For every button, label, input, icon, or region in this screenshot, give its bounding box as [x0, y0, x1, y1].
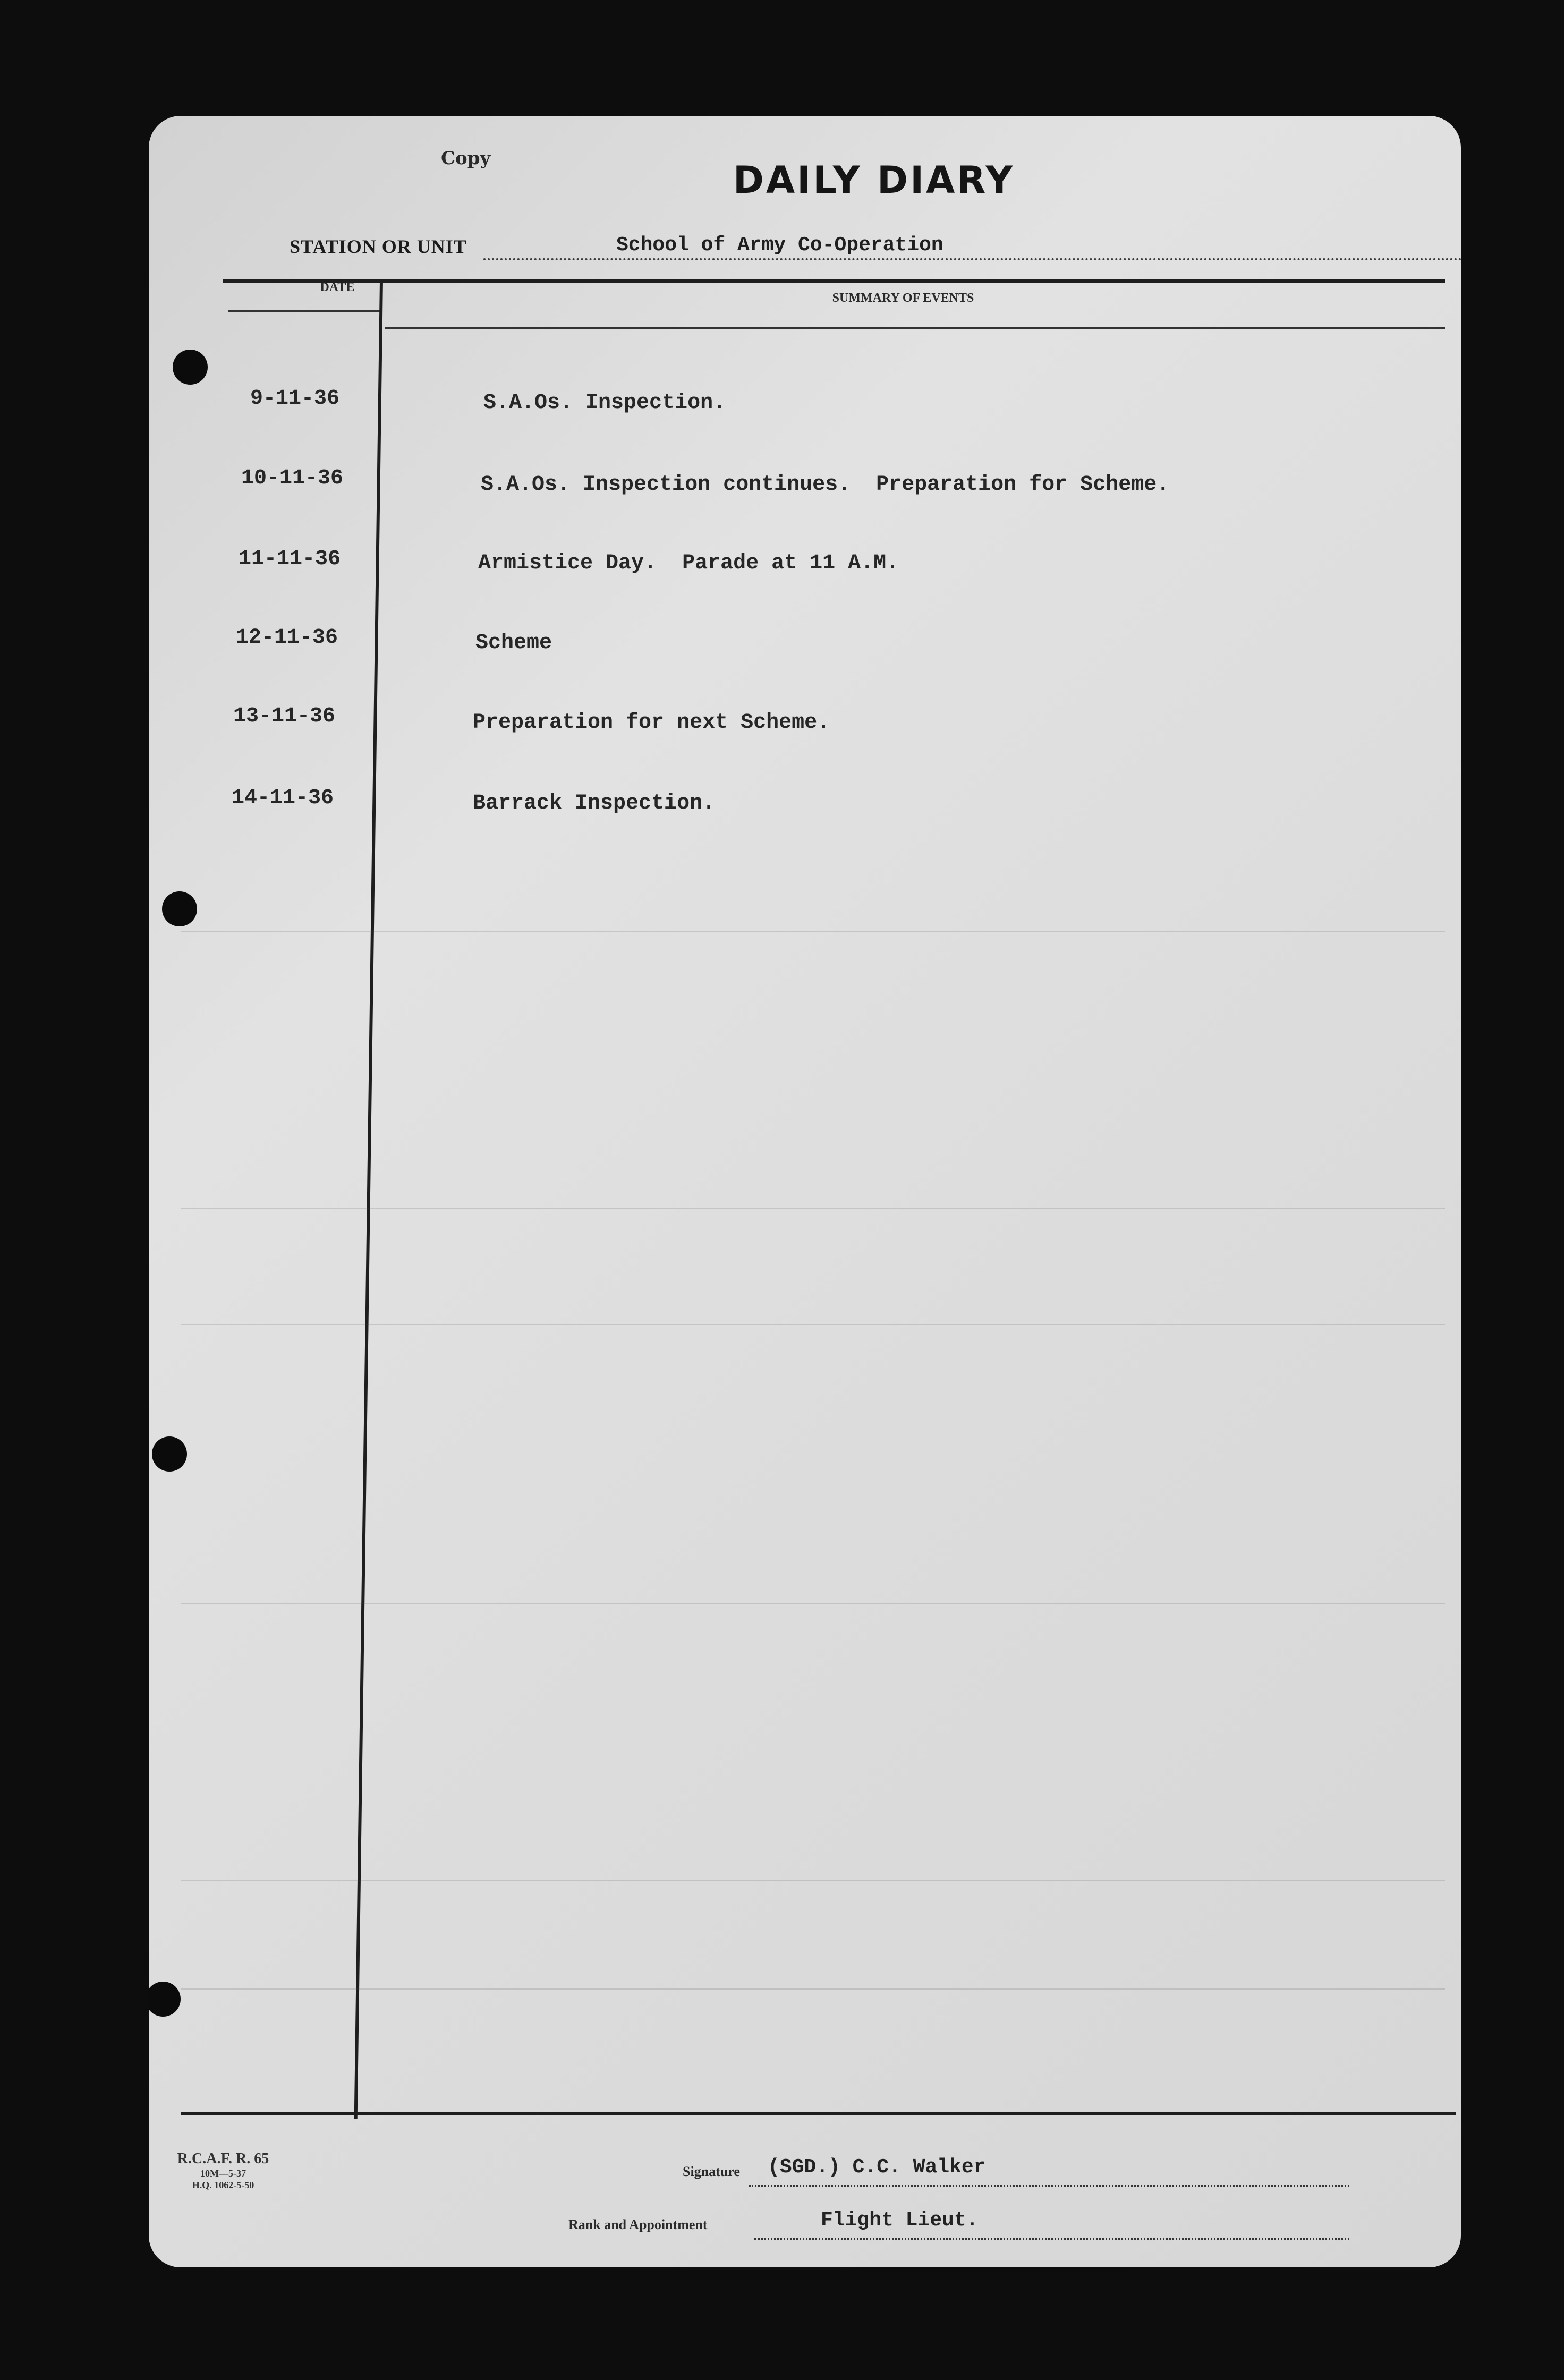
rank-value: Flight Lieut.: [821, 2209, 979, 2232]
rank-dotted-line: [754, 2238, 1349, 2240]
faint-rule: [181, 1880, 1445, 1881]
signature-label: Signature: [683, 2164, 740, 2179]
punch-hole: [152, 1436, 187, 1472]
entry-text: Preparation for next Scheme.: [473, 711, 830, 735]
column-divider: [354, 280, 383, 2119]
signature-dotted-line: [749, 2185, 1349, 2187]
form-line-2: 10M—5-37: [200, 2168, 246, 2179]
date-header-rule: [228, 310, 382, 312]
entry-date: 10-11-36: [241, 466, 344, 490]
summary-header-rule: [385, 327, 1445, 329]
faint-rule: [181, 1603, 1445, 1604]
faint-rule: [181, 1208, 1445, 1209]
entry-date: 14-11-36: [231, 786, 334, 810]
punch-hole: [162, 891, 197, 926]
entry-date: 9-11-36: [250, 387, 340, 411]
footer-rule: [181, 2112, 1456, 2115]
faint-rule: [181, 1988, 1445, 1990]
entry-date: 11-11-36: [238, 547, 341, 571]
station-value: School of Army Co-Operation: [616, 234, 944, 257]
copy-mark: Copy: [441, 148, 491, 169]
page-title: DAILY DIARY: [733, 158, 1015, 202]
diary-sheet: [149, 116, 1461, 2267]
faint-rule: [181, 931, 1445, 932]
signature-value: (SGD.) C.C. Walker: [768, 2156, 986, 2179]
form-id: R.C.A.F. R. 65: [177, 2150, 269, 2167]
entry-date: 12-11-36: [235, 626, 338, 650]
punch-hole: [149, 1982, 181, 2017]
entry-text: S.A.Os. Inspection.: [483, 391, 726, 415]
entry-text: S.A.Os. Inspection continues. Preparation for Scheme.: [481, 473, 1170, 497]
entry-text: Armistice Day. Parade at 11 A.M.: [478, 551, 899, 575]
entry-date: 13-11-36: [233, 704, 336, 728]
form-id-block: [175, 2150, 271, 2191]
faint-rule: [181, 1324, 1445, 1325]
form-line-3: H.Q. 1062-5-50: [192, 2180, 254, 2190]
entry-text: Barrack Inspection.: [473, 792, 716, 815]
punch-hole: [173, 350, 208, 385]
summary-column-header: SUMMARY OF EVENTS: [832, 291, 974, 305]
date-column-header: DATE: [320, 280, 355, 294]
rank-label: Rank and Appointment: [568, 2217, 708, 2232]
header-rule: [223, 279, 1445, 283]
station-dotted-line: [483, 258, 1461, 260]
station-label: STATION OR UNIT: [290, 236, 467, 257]
entry-text: Scheme: [475, 631, 552, 655]
